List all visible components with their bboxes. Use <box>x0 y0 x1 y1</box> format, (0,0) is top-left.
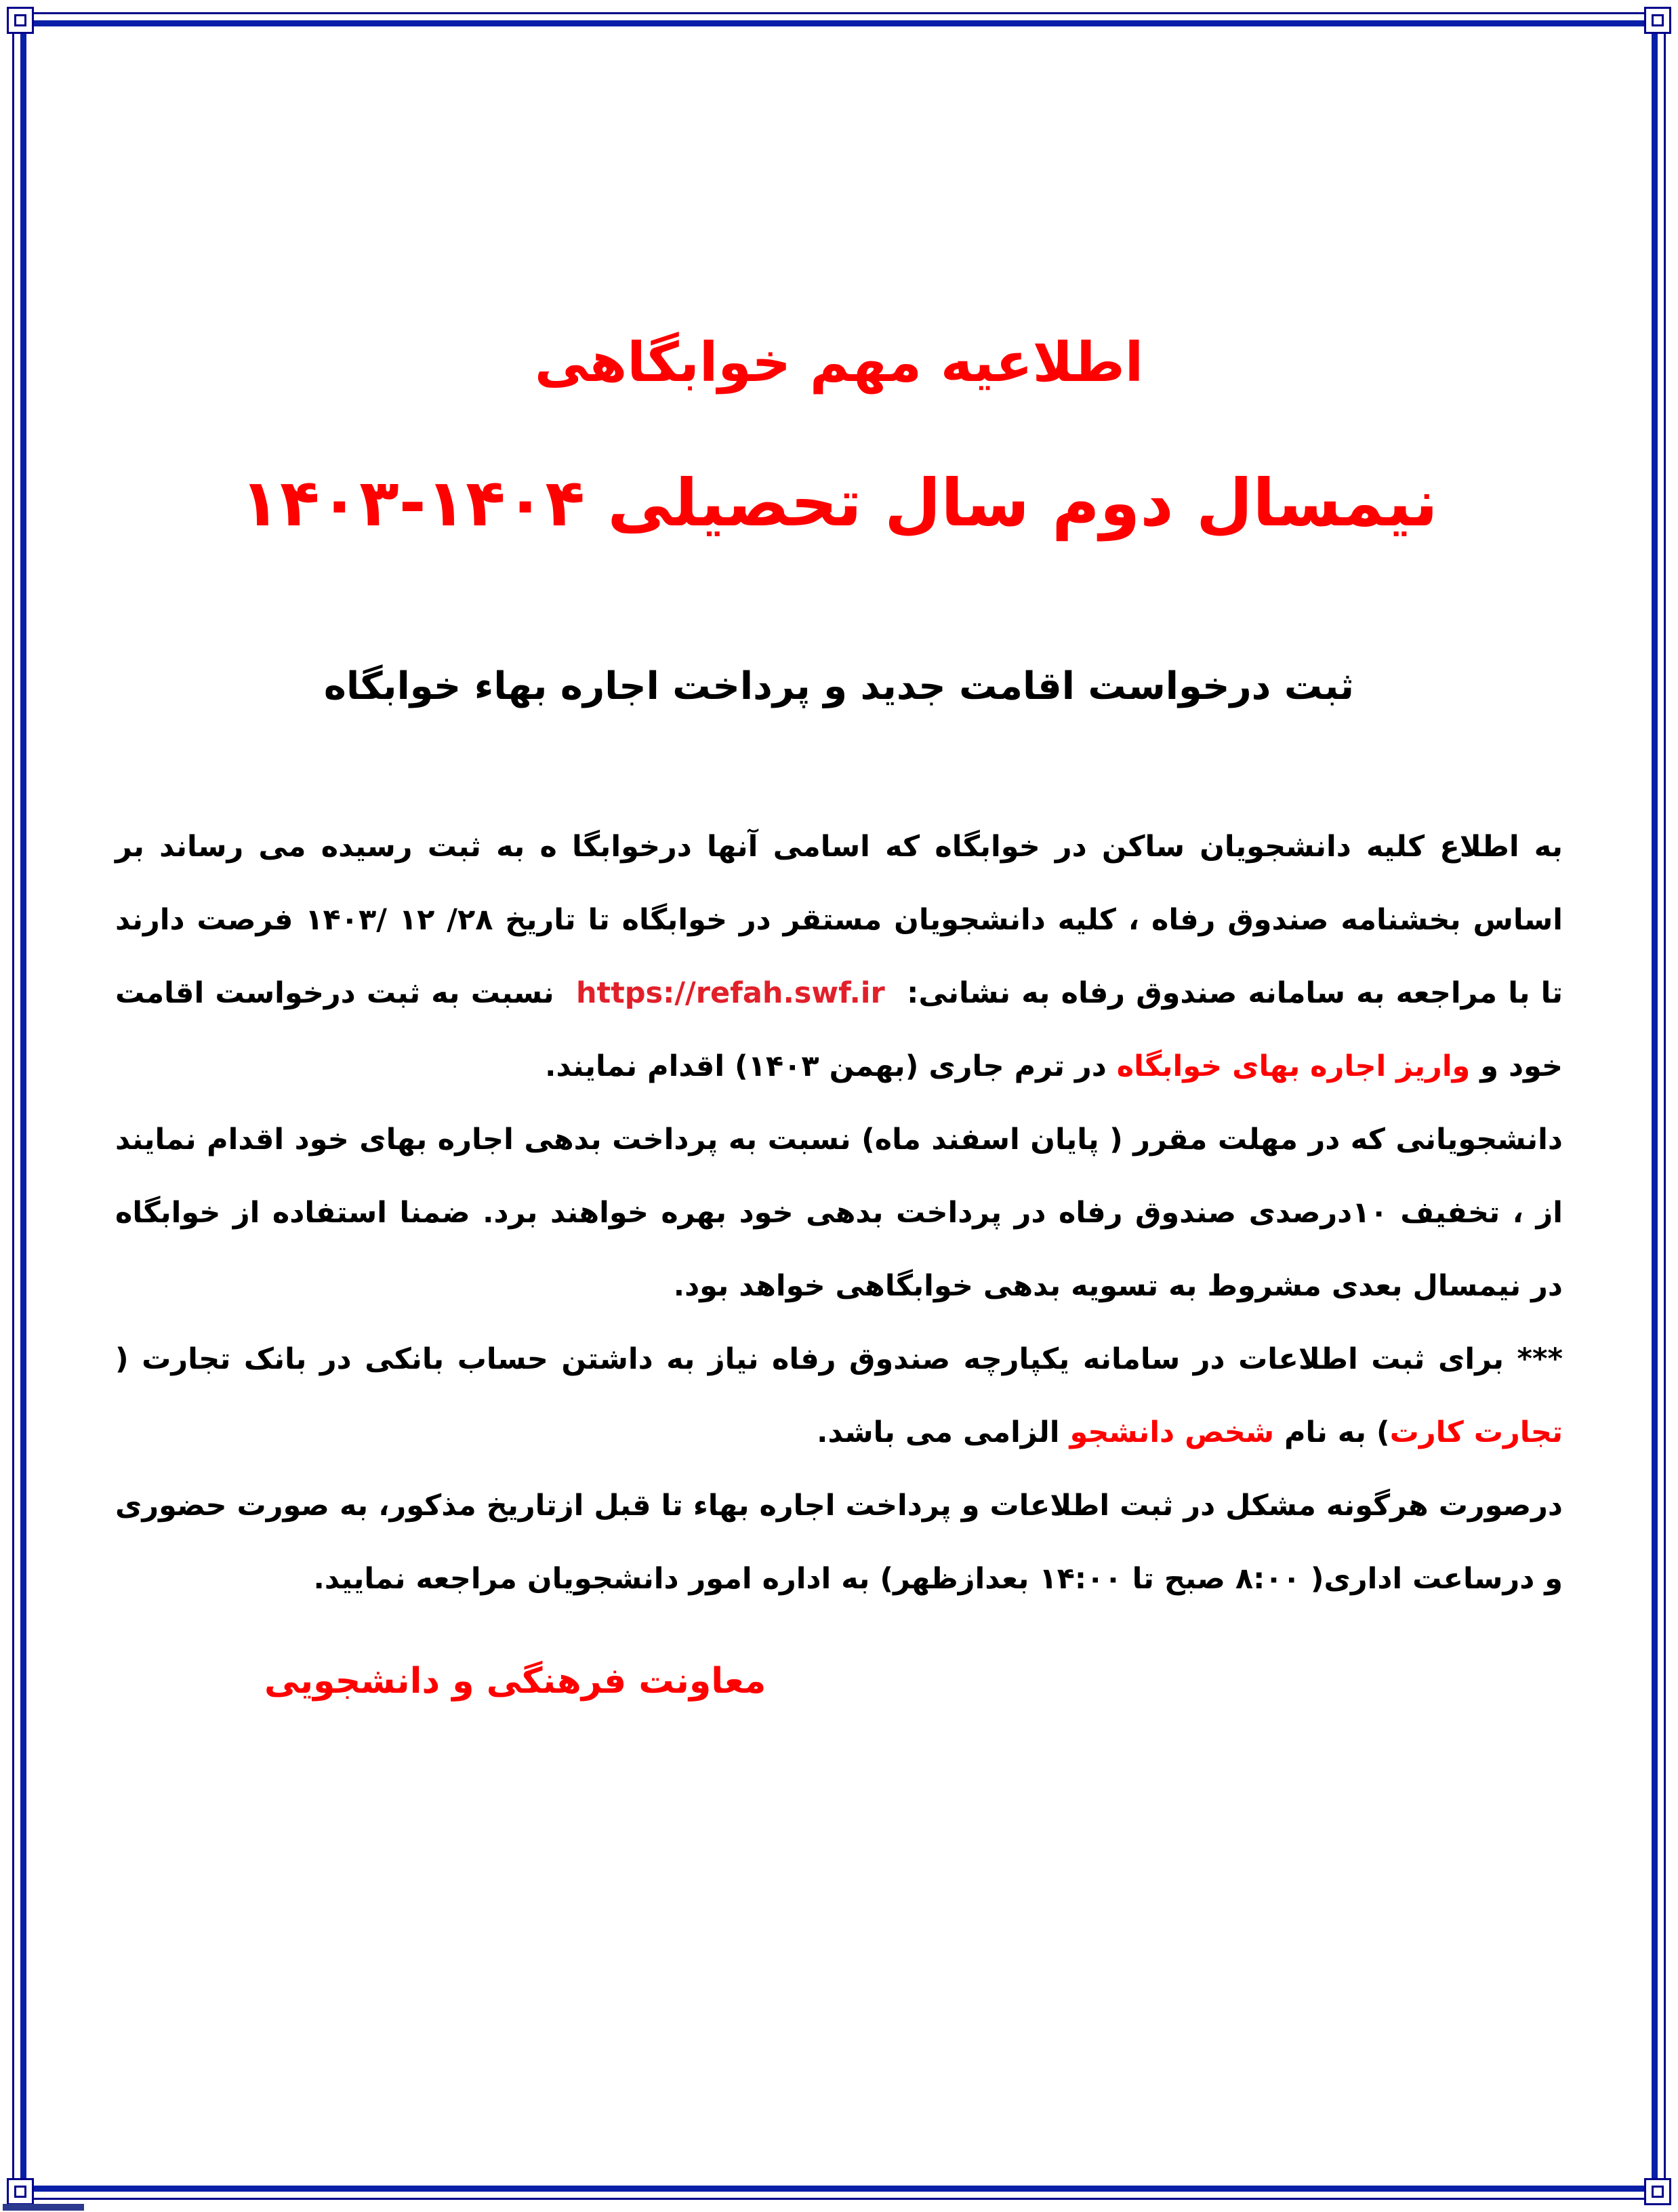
announcement-document <box>102 0 1576 2212</box>
paragraph-bank-text-3: الزامی می باشد. <box>817 1415 1060 1449</box>
tejarat-card-highlight: تجارت کارت <box>1389 1415 1563 1449</box>
corner-ornament-bottom-left <box>7 2178 34 2205</box>
paragraph-registration-text-2: نسبت به ثبت درخواست اقامت خود و <box>115 976 1563 1083</box>
paragraph-bank-text-1: *** برای ثبت اطلاعات در سامانه یکپارچه صندوق رفاه نیاز به داشتن حساب بانکی در بانک تجارت ( <box>115 1342 1563 1376</box>
student-name-highlight: شخص دانشجو <box>1069 1415 1275 1449</box>
announcement-title: اطلاعیه مهم خوابگاهی <box>534 331 1144 394</box>
paragraph-registration-text-1: به اطلاع کلیه دانشجویان ساکن در خوابگاه که اسامی آنها درخوابگا ه به ثبت رسیده می رساند بر اساس بخشنامه صندوق رفاه ، کلیه دانشجویان مستقر در خوابگاه تا تاریخ ۲۸/ ۱۲ /۱۴۰۳ فرصت دارند تا با مراجعه به سامانه صندوق رفاه به نشانی: <box>115 830 1563 1010</box>
footer-stamp <box>3 2204 84 2211</box>
corner-ornament-bottom-right <box>1644 2178 1671 2205</box>
paragraph-registration <box>115 810 1563 1103</box>
refah-website-link[interactable]: https://refah.swf.ir <box>576 976 885 1010</box>
corner-ornament-top-right <box>1644 7 1671 34</box>
corner-ornament-top-left <box>7 7 34 34</box>
paragraph-registration-text-3: در ترم جاری (بهمن ۱۴۰۳) اقدام نمایند. <box>545 1049 1107 1083</box>
paragraph-bank-text-2: ) به نام <box>1284 1415 1390 1449</box>
signature: معاونت فرهنگی و دانشجویی <box>264 1661 766 1702</box>
semester-title: نیمسال دوم سال تحصیلی ۱۴۰۴-۱۴۰۳ <box>240 465 1438 541</box>
paragraph-bank-account <box>115 1323 1563 1469</box>
paragraph-contact: درصورت هرگونه مشکل در ثبت اطلاعات و پرداخت اجاره بهاء تا قبل ازتاریخ مذکور، به صورت حضوری و درساعت اداری( ۸:۰۰ صبح تا ۱۴:۰۰ بعدازظهر) به اداره امور دانشجویان مراجعه نمایید. <box>115 1489 1563 1596</box>
announcement-body <box>115 810 1563 1615</box>
rent-payment-highlight: واریز اجاره بهای خوابگاه <box>1116 1049 1471 1083</box>
paragraph-discount: دانشجویانی که در مهلت مقرر ( پایان اسفند ماه) نسبت به پرداخت بدهی اجاره بهای خود اقدام نمایند از ، تخفیف ۱۰درصدی صندوق رفاه در پرداخت بدهی خود بهره خواهند برد. ضمنا استفاده از خوابگاه در نیمسال بعدی مشروط به تسویه بدهی خوابگاهی خواهد بود. <box>115 1123 1563 1303</box>
announcement-subtitle: ثبت درخواست اقامت جدید و پرداخت اجاره بهاء خوابگاه <box>323 664 1355 708</box>
